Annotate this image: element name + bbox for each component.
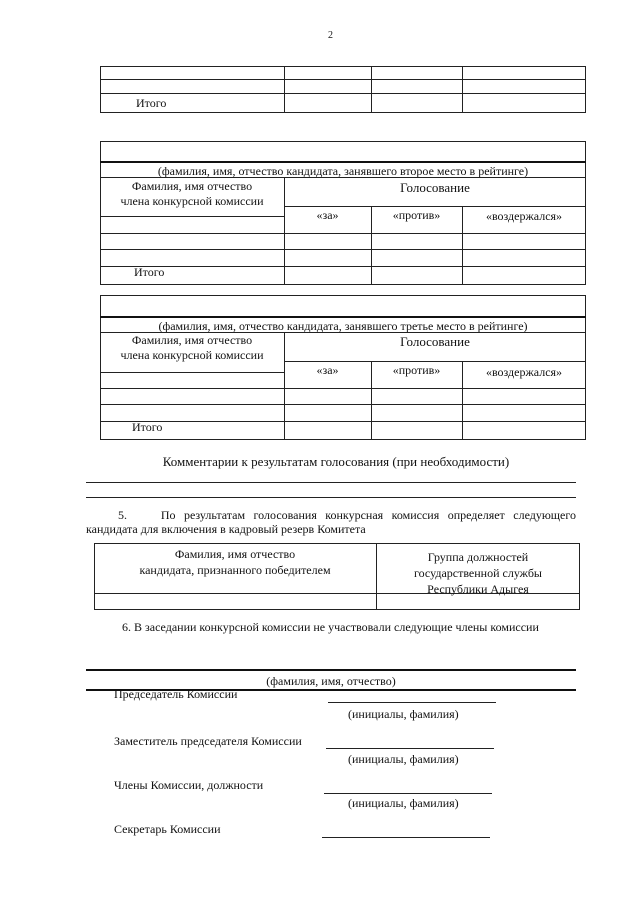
voting-header: Голосование xyxy=(400,180,470,195)
candidate-caption: (фамилия, имя, отчество кандидата, занявшего второе место в рейтинге) xyxy=(157,164,529,178)
signature-role: Председатель Комиссии xyxy=(114,687,238,701)
col-abstain: «воздержался» xyxy=(485,209,563,223)
candidate-caption: (фамилия, имя, отчество кандидата, занявшего третье место в рейтинге) xyxy=(158,319,528,333)
total-label: Итого xyxy=(132,420,163,434)
section-5-paragraph: 5. По результатам голосования конкурсная комиссия определяет следующего кандидата для включения в кадровый резерв Комитета xyxy=(86,508,577,536)
signature-caption: (инициалы, фамилия) xyxy=(348,796,459,810)
winner-name-header: Фамилия, имя отчество кандидата, признанного победителем xyxy=(139,547,331,577)
signature-caption: (инициалы, фамилия) xyxy=(348,707,459,721)
col-against: «против» xyxy=(392,363,441,377)
voting-header: Голосование xyxy=(400,334,470,349)
absent-members-caption: (фамилия, имя, отчество) xyxy=(266,674,396,688)
signature-caption: (инициалы, фамилия) xyxy=(348,752,459,766)
member-header: Фамилия, имя отчество члена конкурсной комиссии xyxy=(120,333,264,362)
section-6-paragraph: 6. В заседании конкурсной комиссии не участвовали следующие члены комиссии xyxy=(122,620,539,634)
page-number: 2 xyxy=(328,30,333,41)
col-for: «за» xyxy=(316,363,339,377)
member-header: Фамилия, имя отчество члена конкурсной комиссии xyxy=(120,179,264,208)
total-label: Итого xyxy=(134,265,165,279)
col-for: «за» xyxy=(316,208,339,222)
comments-heading: Комментарии к результатам голосования (при необходимости) xyxy=(162,454,510,469)
signature-role: Заместитель председателя Комиссии xyxy=(114,734,302,748)
col-against: «против» xyxy=(392,208,441,222)
total-label: Итого xyxy=(136,96,167,110)
signature-role: Секретарь Комиссии xyxy=(114,822,221,836)
col-abstain: «воздержался» xyxy=(485,365,563,379)
position-group-header: Группа должностей государственной службы Республики Адыгея xyxy=(414,550,542,596)
signature-role: Члены Комиссии, должности xyxy=(114,778,264,792)
